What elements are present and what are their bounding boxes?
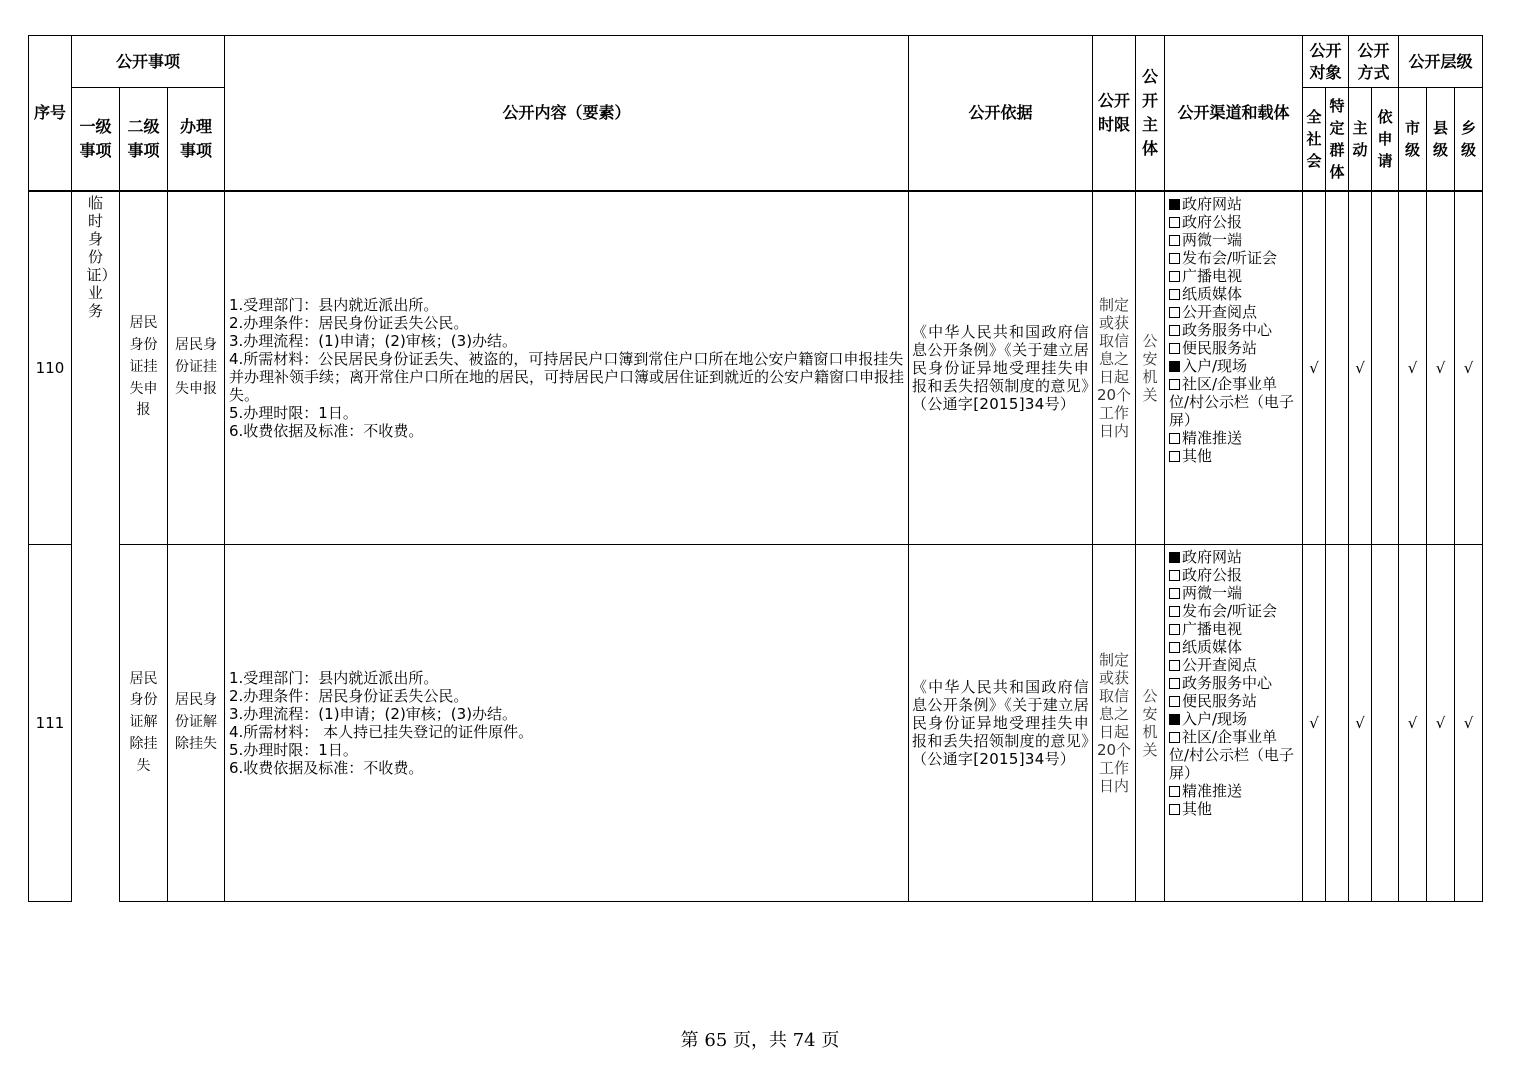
content-line: 3.办理流程：(1)申请；(2)审核；(3)办结。 bbox=[229, 331, 518, 350]
header-lvl-county-text: 县级 bbox=[1432, 118, 1448, 159]
channel-label: 社区/企事业单位/村公示栏（电子屏） bbox=[1169, 728, 1295, 782]
level2-cell bbox=[120, 191, 168, 545]
channels-cell bbox=[1165, 191, 1303, 545]
checkbox-empty-icon bbox=[1169, 235, 1180, 246]
mark-specific bbox=[1326, 191, 1349, 545]
mark-city: √ bbox=[1399, 545, 1427, 902]
header-level1 bbox=[72, 88, 120, 191]
channel-label: 政务服务中心 bbox=[1182, 320, 1273, 339]
channel-label: 社区/企事业单位/村公示栏（电子屏） bbox=[1169, 374, 1295, 429]
header-channels: 公开渠道和载体 bbox=[1165, 36, 1303, 191]
channel-label: 纸质媒体 bbox=[1182, 638, 1243, 656]
header-level2 bbox=[120, 88, 168, 191]
header-obj-specific bbox=[1326, 88, 1349, 191]
header-seq: 序号 bbox=[29, 36, 72, 191]
header-lvl-town-text: 乡级 bbox=[1460, 118, 1476, 159]
header-row-1 bbox=[29, 36, 1483, 88]
channel-label: 两微一端 bbox=[1182, 230, 1243, 249]
content-line: 6.收费依据及标准：不收费。 bbox=[229, 421, 424, 440]
checkbox-checked-icon bbox=[1169, 552, 1180, 563]
channel-item bbox=[1169, 447, 1300, 465]
channel-label: 政务服务中心 bbox=[1182, 674, 1273, 692]
channel-item bbox=[1169, 782, 1300, 800]
channel-item bbox=[1169, 602, 1300, 620]
basis-cell: 《中华人民共和国政府信息公开条例》《关于建立居民身份证异地受理挂失申报和丢失招领制度的意见》（公通字[2015]34号） bbox=[909, 545, 1093, 902]
checkbox-empty-icon bbox=[1169, 217, 1180, 228]
content-line: 3.办理流程：(1)申请；(2)审核；(3)办结。 bbox=[229, 705, 518, 723]
mark-request bbox=[1372, 191, 1399, 545]
header-method-group bbox=[1349, 36, 1399, 88]
mark-county: √ bbox=[1427, 545, 1455, 902]
header-handling-text: 办理事项 bbox=[179, 116, 212, 160]
content-cell bbox=[225, 545, 909, 902]
mark-town: √ bbox=[1455, 545, 1483, 902]
mark-all: √ bbox=[1303, 191, 1326, 545]
mark-county: √ bbox=[1427, 191, 1455, 545]
subject-cell bbox=[1136, 191, 1165, 545]
checkbox-empty-icon bbox=[1169, 307, 1180, 318]
checkbox-empty-icon bbox=[1169, 451, 1180, 462]
header-level2-text: 二级事项 bbox=[127, 116, 160, 160]
subject-text: 公安机关 bbox=[1142, 687, 1158, 759]
deadline-cell: 制定或获取信息之日起20个工作日内 bbox=[1093, 191, 1136, 545]
channel-label: 其他 bbox=[1182, 446, 1213, 465]
header-subject-text: 公开主体 bbox=[1141, 66, 1158, 158]
checkbox-empty-icon bbox=[1169, 289, 1180, 300]
level1-cell bbox=[72, 191, 120, 902]
channel-item bbox=[1169, 800, 1300, 818]
checkbox-empty-icon bbox=[1169, 570, 1180, 581]
checkbox-empty-icon bbox=[1169, 786, 1180, 797]
mark-active: √ bbox=[1349, 545, 1372, 902]
handling-text: 居民身份证挂失申报 bbox=[175, 337, 217, 397]
channel-label: 两微一端 bbox=[1182, 584, 1243, 602]
checkbox-empty-icon bbox=[1169, 343, 1180, 354]
channel-item bbox=[1169, 548, 1300, 566]
checkbox-checked-icon bbox=[1169, 714, 1180, 725]
mark-active: √ bbox=[1349, 191, 1372, 545]
channel-label: 政府网站 bbox=[1182, 548, 1243, 566]
channel-item bbox=[1169, 357, 1300, 375]
header-obj-all-text: 全社会 bbox=[1306, 107, 1322, 170]
checkbox-checked-icon bbox=[1169, 199, 1180, 210]
content-line: 5.办理时限：1日。 bbox=[229, 741, 358, 759]
content-line: 5.办理时限：1日。 bbox=[229, 403, 358, 422]
content-line: 2.办理条件：居民身份证丢失公民。 bbox=[229, 313, 469, 332]
content-line: 2.办理条件：居民身份证丢失公民。 bbox=[229, 687, 469, 705]
checkbox-empty-icon bbox=[1169, 379, 1180, 390]
checkbox-empty-icon bbox=[1169, 642, 1180, 653]
header-level1-text: 一级事项 bbox=[79, 116, 112, 160]
checkbox-empty-icon bbox=[1169, 660, 1180, 671]
handling-cell bbox=[168, 545, 225, 902]
checkbox-empty-icon bbox=[1169, 325, 1180, 336]
channel-item bbox=[1169, 638, 1300, 656]
channel-label: 便民服务站 bbox=[1182, 692, 1258, 710]
header-level-group: 公开层级 bbox=[1399, 36, 1483, 88]
checkbox-empty-icon bbox=[1169, 253, 1180, 264]
checkbox-empty-icon bbox=[1169, 696, 1180, 707]
channels-cell bbox=[1165, 545, 1303, 902]
table-row bbox=[29, 191, 1483, 545]
header-basis: 公开依据 bbox=[909, 36, 1093, 191]
handling-text: 居民身份证解除挂失 bbox=[175, 692, 217, 752]
header-deadline-text: 公开时限 bbox=[1097, 90, 1130, 134]
header-method-group-text: 公开方式 bbox=[1357, 40, 1390, 82]
channel-label: 政府网站 bbox=[1182, 194, 1243, 213]
header-deadline bbox=[1093, 36, 1136, 191]
header-lvl-city bbox=[1399, 88, 1427, 191]
channel-item bbox=[1169, 429, 1300, 447]
level2-cell bbox=[120, 545, 168, 902]
header-items-group: 公开事项 bbox=[72, 36, 225, 88]
header-method-request bbox=[1372, 88, 1399, 191]
header-subject bbox=[1136, 36, 1165, 191]
channel-label: 政府公报 bbox=[1182, 212, 1243, 231]
subject-text: 公安机关 bbox=[1142, 331, 1158, 404]
disclosure-table bbox=[28, 35, 1483, 902]
channel-label: 入户/现场 bbox=[1182, 710, 1248, 728]
level1-text: 临时身份证）业务 bbox=[86, 193, 117, 320]
mark-town: √ bbox=[1455, 191, 1483, 545]
content-line: 4.所需材料： 本人持已挂失登记的证件原件。 bbox=[229, 723, 534, 741]
content-line: 4.所需材料：公民居民身份证丢失、被盗的，可持居民户口簿到常住户口所在地公安户籍窗口申报挂失并办理补领手续；离开常住户口所在地的居民，可持居民户口簿或居住证到就近的公安户籍窗口申报挂失。 bbox=[229, 349, 905, 404]
channel-label: 发布会/听证会 bbox=[1182, 248, 1278, 267]
channel-item bbox=[1169, 213, 1300, 231]
mark-all: √ bbox=[1303, 545, 1326, 902]
channel-item bbox=[1169, 321, 1300, 339]
channel-label: 纸质媒体 bbox=[1182, 284, 1243, 303]
header-method-active bbox=[1349, 88, 1372, 191]
header-lvl-county bbox=[1427, 88, 1455, 191]
channel-item bbox=[1169, 195, 1300, 213]
channel-item bbox=[1169, 285, 1300, 303]
header-content: 公开内容（要素） bbox=[225, 36, 909, 191]
channel-label: 其他 bbox=[1182, 800, 1213, 818]
header-obj-specific-text: 特定群体 bbox=[1329, 96, 1345, 181]
checkbox-empty-icon bbox=[1169, 433, 1180, 444]
table-row bbox=[29, 545, 1483, 902]
mark-request bbox=[1372, 545, 1399, 902]
level2-text: 居民身份证解除挂失 bbox=[129, 670, 158, 774]
channel-label: 便民服务站 bbox=[1182, 338, 1258, 357]
row-seq: 110 bbox=[29, 191, 72, 545]
header-obj-all bbox=[1303, 88, 1326, 191]
channel-item bbox=[1169, 303, 1300, 321]
channel-label: 公开查阅点 bbox=[1182, 302, 1258, 321]
channel-item bbox=[1169, 674, 1300, 692]
mark-city: √ bbox=[1399, 191, 1427, 545]
content-line: 1.受理部门：县内就近派出所。 bbox=[229, 669, 439, 687]
channel-item bbox=[1169, 620, 1300, 638]
content-line: 6.收费依据及标准：不收费。 bbox=[229, 759, 424, 777]
channel-item bbox=[1169, 584, 1300, 602]
channel-label: 广播电视 bbox=[1182, 266, 1243, 285]
channel-label: 政府公报 bbox=[1182, 566, 1243, 584]
header-handling bbox=[168, 88, 225, 191]
basis-cell: 《中华人民共和国政府信息公开条例》《关于建立居民身份证异地受理挂失申报和丢失招领制度的意见》（公通字[2015]34号） bbox=[909, 191, 1093, 545]
handling-cell bbox=[168, 191, 225, 545]
level2-text: 居民身份证挂失申报 bbox=[129, 315, 158, 419]
header-lvl-city-text: 市级 bbox=[1404, 118, 1420, 159]
checkbox-empty-icon bbox=[1169, 606, 1180, 617]
content-cell bbox=[225, 191, 909, 545]
page-footer: 第 65 页，共 74 页 bbox=[680, 1030, 840, 1051]
channel-label: 广播电视 bbox=[1182, 620, 1243, 638]
header-method-request-text: 依申请 bbox=[1377, 107, 1393, 170]
checkbox-empty-icon bbox=[1169, 678, 1180, 689]
channel-label: 发布会/听证会 bbox=[1182, 602, 1278, 620]
channel-item bbox=[1169, 656, 1300, 674]
channel-item bbox=[1169, 267, 1300, 285]
checkbox-empty-icon bbox=[1169, 271, 1180, 282]
mark-specific bbox=[1326, 545, 1349, 902]
content-line: 1.受理部门：县内就近派出所。 bbox=[229, 295, 439, 314]
channel-item bbox=[1169, 692, 1300, 710]
checkbox-empty-icon bbox=[1169, 588, 1180, 599]
header-method-active-text: 主动 bbox=[1352, 118, 1368, 159]
channel-label: 公开查阅点 bbox=[1182, 656, 1258, 674]
channel-label: 精准推送 bbox=[1182, 428, 1243, 447]
header-object-group-text: 公开对象 bbox=[1309, 40, 1342, 82]
checkbox-empty-icon bbox=[1169, 804, 1180, 815]
checkbox-empty-icon bbox=[1169, 732, 1180, 743]
channel-item bbox=[1169, 249, 1300, 267]
channel-item bbox=[1169, 339, 1300, 357]
channel-item bbox=[1169, 728, 1297, 782]
checkbox-checked-icon bbox=[1169, 361, 1180, 372]
header-lvl-town bbox=[1455, 88, 1483, 191]
channel-label: 精准推送 bbox=[1182, 782, 1243, 800]
channel-item bbox=[1169, 231, 1300, 249]
channel-label: 入户/现场 bbox=[1182, 356, 1248, 375]
channel-item bbox=[1169, 710, 1300, 728]
deadline-cell: 制定或获取信息之日起20个工作日内 bbox=[1093, 545, 1136, 902]
header-object-group bbox=[1303, 36, 1349, 88]
channel-item bbox=[1169, 566, 1300, 584]
subject-cell bbox=[1136, 545, 1165, 902]
row-seq: 111 bbox=[29, 545, 72, 902]
checkbox-empty-icon bbox=[1169, 624, 1180, 635]
channel-item bbox=[1169, 375, 1297, 429]
